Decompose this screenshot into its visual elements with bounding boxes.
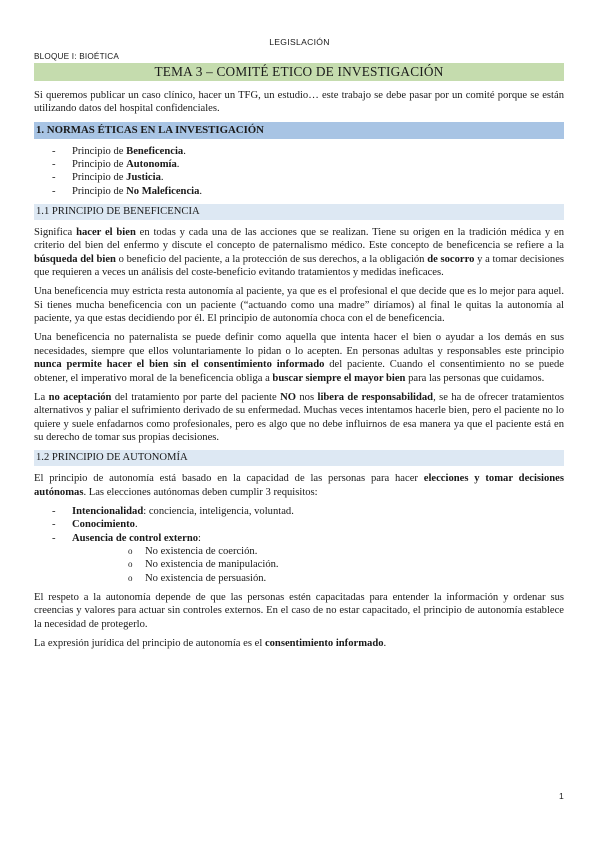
list-item: o No existencia de coerción. xyxy=(128,545,258,557)
dash-bullet: - xyxy=(52,172,56,184)
autonomy-paragraph-2: El respeto a la autonomía depende de que las personas estén capacitadas para entender la información y ordenar sus creencias y valores para actuar sin controles externos. En el caso de no estar capacitado, el principio de autonomía establece la necesidad de protegerlo. xyxy=(34,591,564,630)
circle-bullet-icon: o xyxy=(128,572,133,583)
requirements-list xyxy=(34,505,564,585)
list-item: - Conocimiento. xyxy=(52,519,138,531)
list-item: - Principio de Justicia. xyxy=(52,172,164,184)
list-item: o No existencia de persuasión. xyxy=(128,572,267,584)
page-number: 1 xyxy=(559,791,564,801)
autonomy-paragraph-3: La expresión jurídica del principio de autonomía es el consentimiento informado. xyxy=(34,638,387,649)
list-item: - Principio de No Maleficencia. xyxy=(52,185,203,197)
section-1-2-heading: 1.2 PRINCIPIO DE AUTONOMÍA xyxy=(34,450,564,466)
running-header: LEGISLACIÓN xyxy=(269,37,330,47)
autonomy-paragraph-1: El principio de autonomía está basado en la capacidad de las personas para hacer elecciones y tomar decisiones autónomas. Las elecciones autónomas deben cumplir 3 requisitos: xyxy=(34,473,564,498)
section-1-1-heading: 1.1 PRINCIPIO DE BENEFICENCIA xyxy=(34,204,564,220)
page-title: TEMA 3 – COMITÉ ETICO DE INVESTIGACIÓN xyxy=(34,63,564,81)
beneficence-paragraph-3: Una beneficencia no paternalista se puede definir como aquella que intenta hacer el bien o ayudar a los demás en sus necesidades, siempre que ellos voluntariamente lo pidan o lo acepten. En personas adultas y responsables este principio nunca permite hacer el bien sin el consentimiento informado del paciente. Cuando el consentimiento no se puede obtener, el imperativo moral de la beneficencia obliga a buscar siempre el mayor bien para las personas que cuidamos. xyxy=(34,332,565,384)
dash-bullet: - xyxy=(52,159,56,171)
list-item: - Ausencia de control externo: o No existencia de coerción. o No existencia de manipulación. o No existencia de persuasión. xyxy=(34,532,564,585)
beneficence-paragraph-4: La no aceptación del tratamiento por parte del paciente NO nos libera de responsabilidad, se ha de ofrecer tratamientos alternativos y paliar el sufrimiento derivado de su enfermedad. Muchas veces intentamos hacerle bien, pero el paciente no lo quiere y suele enfadarnos como profesionales, pero es algo que no debe influirnos de esa manera ya que el paciente está en su derecho de tomar sus propias decisiones. xyxy=(34,391,564,443)
beneficence-paragraph-1: Significa hacer el bien en todas y cada una de las acciones que se realizan. Tiene su origen en la tradición médica y en criterio del bien del enfermo y discute el concepto de paternalismo médico. Este concepto de beneficencia se refiere a la búsqueda del bien o beneficio del paciente, a la protección de sus derechos, a la obligación de socorro y a tomar decisiones que requieren a veces un análisis del coste-beneficio evitando tratamientos y medidas ineficaces. xyxy=(34,227,565,279)
dash-bullet: - xyxy=(52,519,56,531)
list-item: o No existencia de manipulación. xyxy=(128,559,279,571)
circle-bullet-icon: o xyxy=(128,545,133,556)
dash-bullet: - xyxy=(52,145,56,157)
dash-bullet: - xyxy=(52,505,56,517)
list-item: - Intencionalidad: conciencia, inteligencia, voluntad. xyxy=(52,505,294,517)
dash-bullet: - xyxy=(52,185,56,197)
principles-list xyxy=(34,145,564,198)
document-body xyxy=(34,89,564,656)
list-item: - Principio de Autonomía. xyxy=(52,159,180,171)
beneficence-paragraph-2: Una beneficencia muy estricta resta autonomía al paciente, ya que es el profesional el que decide que es lo mejor para aquel. Si tienes mucha beneficencia con un paciente (“actuando como una madre” diríamos) al final le quitas la autonomía al paciente, ya que estas decidiendo por él. El principio de autonomía choca con el de beneficencia. xyxy=(34,286,564,325)
section-1-heading: 1. NORMAS ÉTICAS EN LA INVESTIGACIÓN xyxy=(34,122,564,139)
intro-paragraph: Si queremos publicar un caso clínico, hacer un TFG, un estudio… este trabajo se debe pasar por un comité porque se están utilizando datos del hospital confidenciales. xyxy=(34,90,564,115)
block-label: BLOQUE I: BIOÉTICA xyxy=(34,52,120,61)
external-control-sublist xyxy=(72,545,564,585)
circle-bullet-icon: o xyxy=(128,559,133,570)
dash-bullet: - xyxy=(52,532,56,544)
list-item: - Principio de Beneficencia. xyxy=(52,145,186,157)
